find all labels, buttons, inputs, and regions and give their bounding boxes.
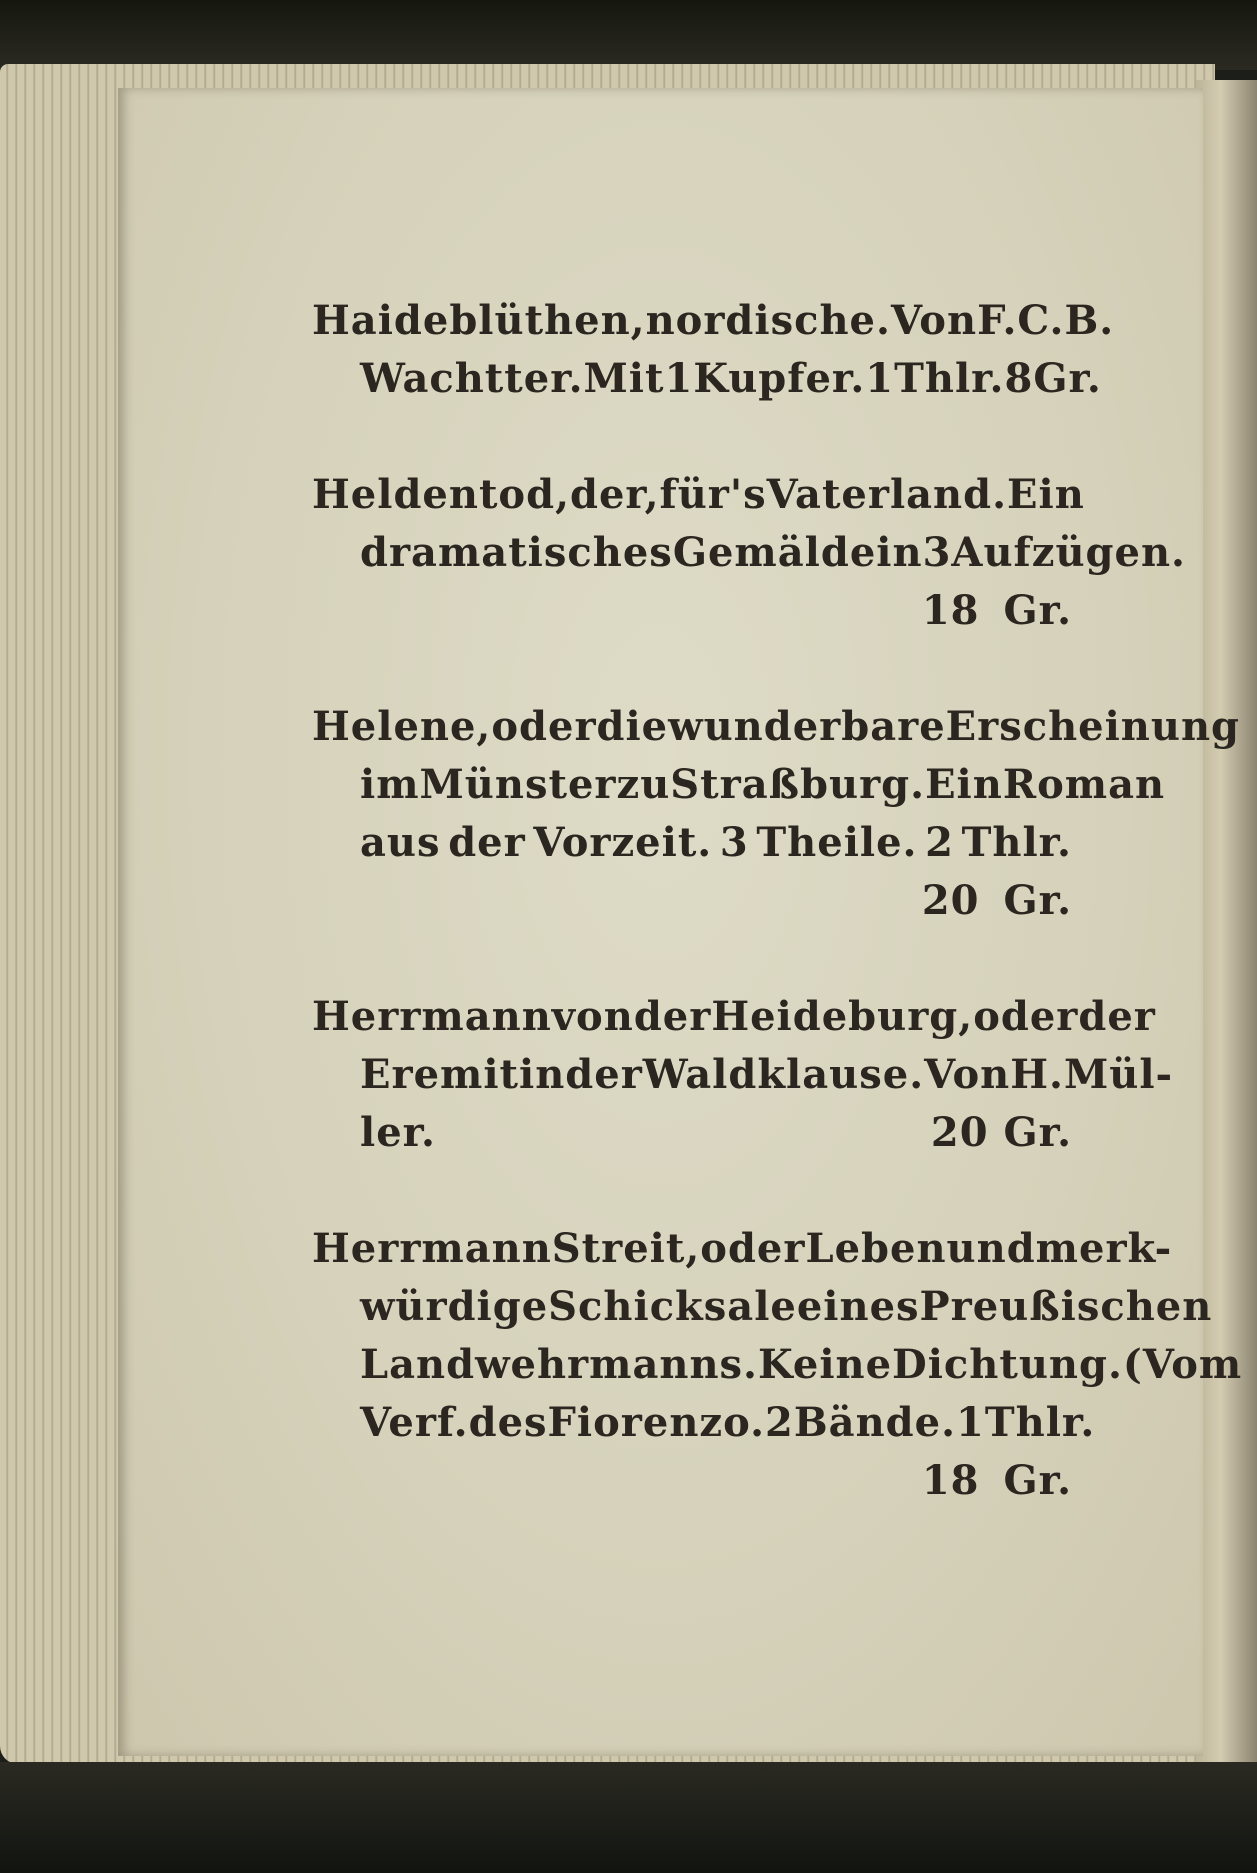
word: Thlr. <box>894 355 1005 402</box>
word: Wachtter. <box>360 355 584 402</box>
word: Ein <box>925 761 1003 808</box>
word: Mit <box>583 355 665 402</box>
catalog-entry <box>312 988 1174 1162</box>
word: und <box>946 1225 1036 1272</box>
word: Streit, <box>551 1225 701 1272</box>
catalog-entry <box>312 466 1186 640</box>
word: von <box>551 993 634 1040</box>
word: der <box>633 993 712 1040</box>
word: Aufzügen. <box>951 529 1186 576</box>
word: Schicksale <box>548 1283 797 1330</box>
word: Vaterland. <box>766 471 1008 518</box>
word: Landwehrmanns. <box>360 1341 758 1388</box>
word: oder <box>700 1225 806 1272</box>
text-line <box>312 1278 1213 1336</box>
word: Gr. <box>1003 1457 1072 1504</box>
facing-page-edge <box>1196 80 1257 1780</box>
word: B. <box>1064 297 1115 344</box>
word: Von <box>890 297 978 344</box>
word: für's <box>659 471 767 518</box>
word: der <box>1078 993 1156 1040</box>
word: ler. <box>360 1109 436 1156</box>
word: F. <box>977 297 1018 344</box>
word: 3 <box>922 529 952 576</box>
text-line <box>312 292 1115 350</box>
catalog-entry <box>312 292 1115 408</box>
word: 1 <box>664 355 694 402</box>
word: Mül- <box>1063 1051 1174 1098</box>
word: eines <box>796 1283 920 1330</box>
word: der, <box>570 471 660 518</box>
word: Theile. <box>756 819 918 866</box>
word: Keine <box>757 1341 893 1388</box>
word: Leben <box>805 1225 947 1272</box>
text-line <box>312 698 1241 756</box>
word: Waldklause. <box>642 1051 925 1098</box>
text-line <box>312 524 1186 582</box>
text-line <box>312 1394 1096 1452</box>
catalog-entry <box>312 698 1241 930</box>
text-line <box>312 582 1072 640</box>
word: 2 <box>765 1399 794 1446</box>
word: 1 <box>956 1399 985 1446</box>
word: Münster <box>419 761 617 808</box>
text-line <box>312 466 1085 524</box>
word: 20 <box>921 877 980 924</box>
word: in <box>519 1051 566 1098</box>
word: oder <box>973 993 1079 1040</box>
book-cover-top <box>0 0 1257 70</box>
word: oder <box>491 703 597 750</box>
word: Gr. <box>1003 877 1072 924</box>
word: Heideburg, <box>711 993 974 1040</box>
word: H. <box>1010 1051 1064 1098</box>
word: 18 <box>921 1457 980 1504</box>
text-line <box>312 988 1156 1046</box>
word: (Vom <box>1122 1341 1243 1388</box>
word: Straßburg. <box>670 761 926 808</box>
word: Preußischen <box>919 1283 1213 1330</box>
text-line <box>312 1104 1072 1162</box>
word: Roman <box>1002 761 1166 808</box>
word: 1 <box>865 355 895 402</box>
word: C. <box>1017 297 1065 344</box>
word: 20 Gr. <box>930 1109 1072 1156</box>
word: der <box>448 819 526 866</box>
text-line <box>312 872 1072 930</box>
text-line <box>312 1046 1174 1104</box>
word: Dichtung. <box>892 1341 1123 1388</box>
word: Gr. <box>1033 355 1102 402</box>
word: dramatisches <box>360 529 673 576</box>
book-cover-bottom <box>0 1762 1257 1873</box>
word: Erscheinung <box>945 703 1241 750</box>
word: merk- <box>1035 1225 1173 1272</box>
word: Thlr. <box>984 1399 1096 1446</box>
word: Von <box>924 1051 1011 1098</box>
word: Gemälde <box>672 529 877 576</box>
word: nordische. <box>645 297 891 344</box>
word: des <box>468 1399 548 1446</box>
catalog-text <box>312 292 1243 1568</box>
word: 18 <box>921 587 980 634</box>
word: Eremit <box>360 1051 520 1098</box>
catalog-entry <box>312 1220 1243 1510</box>
text-line <box>312 1220 1173 1278</box>
word: 3 <box>719 819 749 866</box>
word: die <box>596 703 669 750</box>
text-line <box>312 350 1102 408</box>
word: Herrmann <box>312 993 552 1040</box>
word: zu <box>616 761 671 808</box>
word: Helene, <box>312 703 492 750</box>
text-line <box>312 1452 1072 1510</box>
word: Herrmann <box>312 1225 552 1272</box>
word: in <box>876 529 923 576</box>
word: würdige <box>360 1283 549 1330</box>
word: aus <box>360 819 441 866</box>
word: Vorzeit. <box>533 819 713 866</box>
word: der <box>565 1051 643 1098</box>
word: Thlr. <box>961 819 1072 866</box>
word: Ein <box>1007 471 1085 518</box>
word: Fiorenzo. <box>547 1399 766 1446</box>
word: Haideblüthen, <box>312 297 646 344</box>
word: Heldentod, <box>312 471 570 518</box>
word: im <box>360 761 420 808</box>
word: Kupfer. <box>693 355 866 402</box>
text-line <box>312 814 1072 872</box>
word: 2 <box>925 819 954 866</box>
word: 8 <box>1004 355 1034 402</box>
text-line <box>312 1336 1243 1394</box>
word: wunderbare <box>668 703 946 750</box>
word: Verf. <box>360 1399 469 1446</box>
word: Bände. <box>793 1399 957 1446</box>
word: Gr. <box>1003 587 1072 634</box>
text-line <box>312 756 1166 814</box>
